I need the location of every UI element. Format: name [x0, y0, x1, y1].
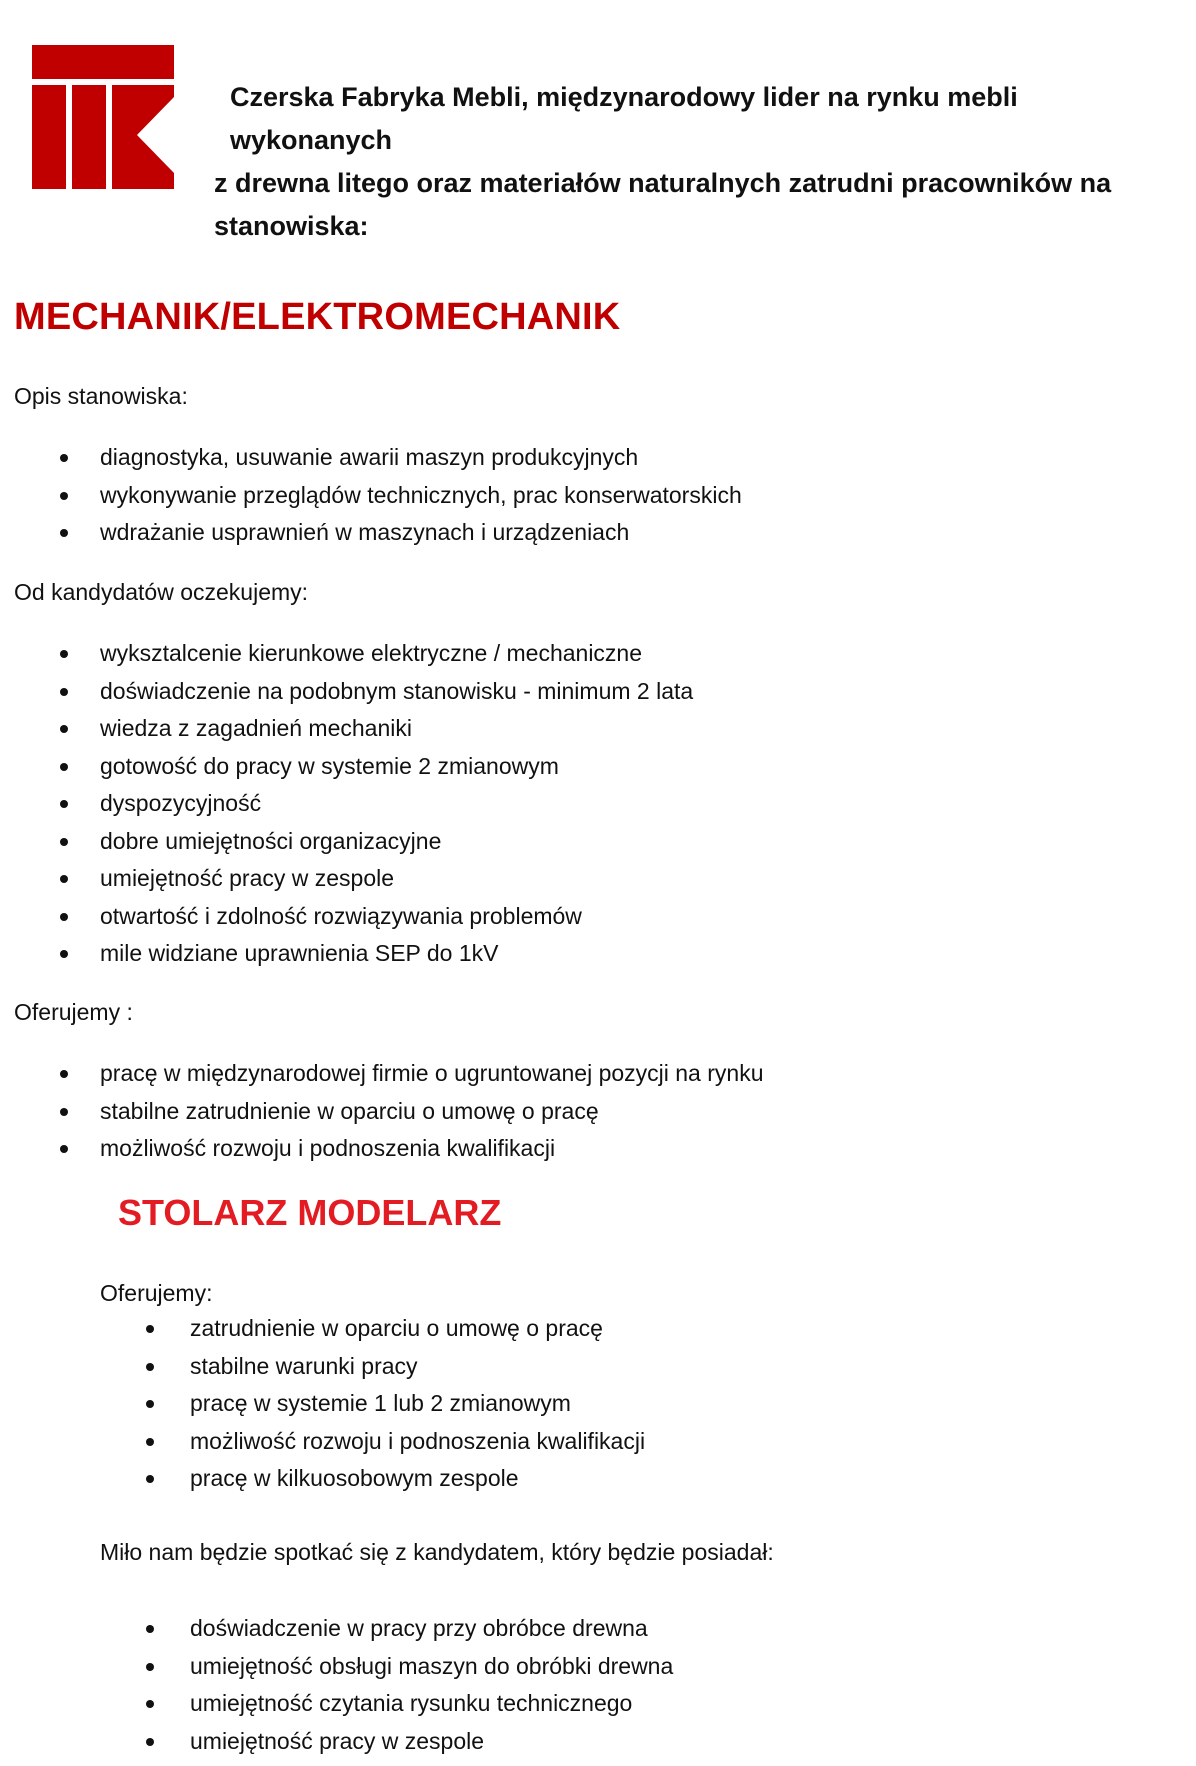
- job1-offer-label: Oferujemy :: [14, 999, 133, 1025]
- bullet-icon: [146, 1700, 154, 1708]
- job1-requirements-list: [100, 635, 693, 973]
- job2-title: STOLARZ MODELARZ: [118, 1192, 502, 1233]
- list-item: wiedza z zagadnień mechaniki: [100, 710, 693, 748]
- list-item: możliwość rozwoju i podnoszenia kwalifikacji: [100, 1130, 764, 1168]
- bullet-icon: [146, 1363, 154, 1371]
- job2-requirements-label: Miło nam będzie spotkać się z kandydatem, który będzie posiadał:: [100, 1539, 774, 1565]
- bullet-icon: [60, 950, 68, 958]
- bullet-icon: [146, 1738, 154, 1746]
- bullet-icon: [60, 800, 68, 808]
- list-item: wdrażanie usprawnień w maszynach i urządzeniach: [100, 514, 742, 552]
- list-item: umiejętność czytania rysunku technicznego: [190, 1685, 673, 1723]
- list-item: diagnostyka, usuwanie awarii maszyn produkcyjnych: [100, 439, 742, 477]
- bullet-icon: [60, 1070, 68, 1078]
- bullet-icon: [60, 492, 68, 500]
- bullet-icon: [60, 688, 68, 696]
- list-item: mile widziane uprawnienia SEP do 1kV: [100, 935, 693, 973]
- list-item: umiejętność pracy w zespole: [100, 860, 693, 898]
- bullet-icon: [60, 1145, 68, 1153]
- bullet-icon: [60, 913, 68, 921]
- list-item: dyspozycyjność: [100, 785, 693, 823]
- list-item: pracę w międzynarodowej firmie o ugruntowanej pozycji na rynku: [100, 1055, 764, 1093]
- list-item: możliwość rozwoju i podnoszenia kwalifikacji: [190, 1423, 645, 1461]
- list-item: stabilne warunki pracy: [190, 1348, 645, 1386]
- bullet-icon: [60, 454, 68, 462]
- list-item: gotowość do pracy w systemie 2 zmianowym: [100, 748, 693, 786]
- job1-description-label: Opis stanowiska:: [14, 383, 188, 409]
- bullet-icon: [60, 529, 68, 537]
- intro-line-1: Czerska Fabryka Mebli, międzynarodowy lider na rynku mebli wykonanych: [230, 82, 1018, 155]
- bullet-icon: [146, 1663, 154, 1671]
- list-item: umiejętność obsługi maszyn do obróbki drewna: [190, 1648, 673, 1686]
- job1-title: MECHANIK/ELEKTROMECHANIK: [14, 296, 621, 338]
- list-item: pracę w systemie 1 lub 2 zmianowym: [190, 1385, 645, 1423]
- list-item: doświadczenie na podobnym stanowisku - minimum 2 lata: [100, 673, 693, 711]
- list-item: otwartość i zdolność rozwiązywania problemów: [100, 898, 693, 936]
- bullet-icon: [146, 1475, 154, 1483]
- list-item: wykonywanie przeglądów technicznych, prac konserwatorskich: [100, 477, 742, 515]
- bullet-icon: [146, 1400, 154, 1408]
- intro-line-2: z drewna litego oraz materiałów naturalnych zatrudni pracowników na: [214, 168, 1112, 198]
- job2-offer-list: [190, 1310, 645, 1498]
- job1-description-list: [100, 439, 742, 552]
- bullet-icon: [146, 1625, 154, 1633]
- bullet-icon: [146, 1438, 154, 1446]
- list-item: zatrudnienie w oparciu o umowę o pracę: [190, 1310, 645, 1348]
- job1-requirements-label: Od kandydatów oczekujemy:: [14, 579, 309, 605]
- bullet-icon: [60, 725, 68, 733]
- bullet-icon: [60, 875, 68, 883]
- list-item: stabilne zatrudnienie w oparciu o umowę o pracę: [100, 1093, 764, 1131]
- job1-offer-list: [100, 1055, 764, 1168]
- list-item: umiejętność pracy w zespole: [190, 1723, 673, 1761]
- company-logo: [32, 45, 174, 189]
- job2-requirements-list: [190, 1610, 673, 1760]
- intro-text: [214, 76, 1184, 248]
- bullet-icon: [60, 763, 68, 771]
- list-item: doświadczenie w pracy przy obróbce drewna: [190, 1610, 673, 1648]
- job2-offer-label: Oferujemy:: [100, 1280, 213, 1306]
- bullet-icon: [60, 650, 68, 658]
- intro-line-3: stanowiska:: [214, 211, 369, 241]
- bullet-icon: [146, 1325, 154, 1333]
- bullet-icon: [60, 1108, 68, 1116]
- list-item: dobre umiejętności organizacyjne: [100, 823, 693, 861]
- list-item: pracę w kilkuosobowym zespole: [190, 1460, 645, 1498]
- list-item: wyksztalcenie kierunkowe elektryczne / mechaniczne: [100, 635, 693, 673]
- bullet-icon: [60, 838, 68, 846]
